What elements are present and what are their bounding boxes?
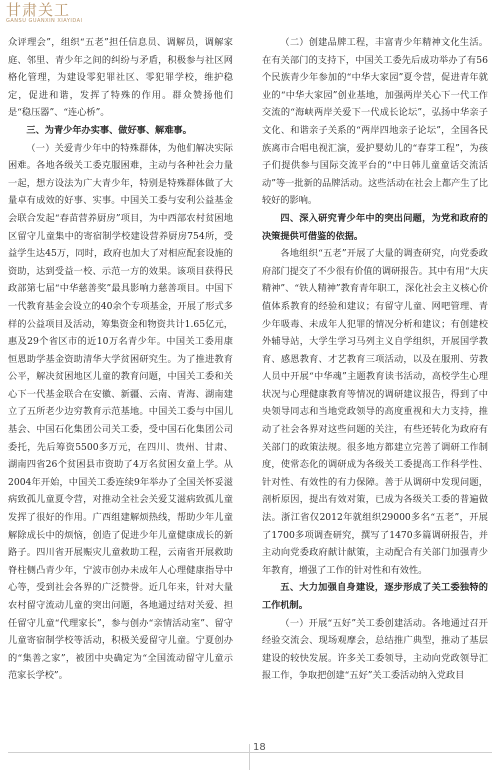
footer-divider: [249, 744, 250, 770]
logo-title: 甘肃关工: [6, 1, 71, 19]
logo-subtitle: GANSU GUANXIN XIAYIDAI: [6, 18, 83, 24]
left-column: [8, 34, 233, 685]
paragraph-research: 各地组织“五老”开展了大量的调查研究，向党委政府部门提交了不少很有价值的调研报告。其中有用“大庆精神”、“铁人精神”教育青年职工，深化社会主义核心价值体系教育的经验和建议；有留守儿童、网吧管理、青少年吸毒、未成年人犯罪的情况分析和建议；有创建校外辅导站，大学生学习马列主义自学组织，开展国学教育、感恩教育、才艺教育三项活动，以及在服刑、劳教人员中开展“中华魂”主题教育读书活动，高校学生心理状况与心理健康教育等情况的调研建议报告，得到了中央领导同志和当地党政领导的高度重视和大力支持，推动了社会各界对这些问题的关注，有些还转化为政府有关部门的政策法规。很多地方都建立完善了调研工作制度，使常态化的调研成为各级关工委提高工作科学性、针对性、有效性的有力保障。善于从调研中发现问题，剖析原因，提出有效对策，已成为各级关工委的普遍做法。浙江省仅2012年就组织29000多名“五老”，开展了1700多项调查研究，撰写了1470多篇调研报告，并主动向党委政府献计献策，主动配合有关部门加强青少年教育，增强了工作的针对性和有效性。: [262, 248, 488, 576]
footer-rule: [8, 752, 492, 753]
paragraph-special-groups: （一）关爱青少年中的特殊群体，为他们解决实际困难。各地各级关工委克服困难，主动与各种社会力量一起，想方设法为广大青少年，特别是特殊群体做了大量卓有成效的好事、实事。中国关工委与安利公益基金会联合发起“春苗营养厨房”项目，为中西部农村贫困地区留守儿童集中的寄宿制学校建设营养厨房754所，受益学生达45万，同时，政府也加大了对相应配套设施的资助，达到受益一校、示范一方的效果。该项目获得民政部第七届“中华慈善奖”最具影响力慈善项目。中国下一代教育基金会设立的40余个专项基金，开展了形式多样的公益项目及活动，筹集资金和物资共计1.65亿元，惠及29个省区市的近10万名青少年。中国关工委用康恒恩助学基金资助清华大学贫困研究生。为了推进教育公平，解决贫困地区儿童的教育问题，中国关工委和关心下一代基金联合在安徽、新疆、云南、青海、湖南建立了五所老少边穷教育示范基地。中国关工委与中国儿基会、中国石化集团公司关工委，受中国石化集团公司委托，先后筹资5500多万元，在四川、贵州、甘肃、湖南四省26个贫困县市资助了4万名贫困女童上学。从2004年开始，中国关工委连续9年举办了全国关怀妥滋病致孤儿童夏令营，对推动全社会关爱艾滋病致孤儿童发挥了很好的作用。广西组建解烦热线，帮助少年儿童解除成长中的烦恼，创造了促进少年儿童健康成长的新路子。四川省开展赈灾儿童救助工程，云南省开展救助脊柱侧凸青少年，宁波市创办未成年人心理健康指导中心等，受到社会各界的广泛赞誉。近几年来，针对大量农村留守流动儿童的突出问题，各地通过结对关爱、担任留守儿童“代理家长”，参与创办“亲情活动室”、留守儿童寄宿制学校等活动，积极关爱留守儿童。宁夏创办的“集善之家”，被团中央确定为“全国流动留守儿童示范家长学校”。: [8, 142, 233, 682]
paragraph-five-good: （一）开展“五好”关工委创建活动。各地通过召开经验交流会、现场观摩会，总结推广典型，推动了基层建设的较快发展。许多关工委领导，主动向党政领导汇报工作，争取把创建“五好”关工委活动纳入党政目: [262, 617, 488, 682]
paragraph-brand-projects: （二）创建品牌工程，丰富青少年精神文化生活。在有关部门的支持下，中国关工委先后成功举办了有56个民族青少年参加的“中华大家园”夏令营，促进青年就业的“中华大家园”创业基地，加强两岸关心下一代工作交流的“海峡两岸关爱下一代成长论坛”，弘扬中华亲子文化、和谐亲子关系的“两岸四地亲子论坛”，全国各民族离市合唱电视汇演，爱护婴幼儿的“春芽工程”，为孩子们提供参与国际交流平台的“中日韩儿童童话交流活动”等一批新的品牌活动。这些活动在社会上都产生了比较好的影响。: [262, 37, 488, 207]
right-column: [262, 34, 488, 685]
page-number: 18: [253, 742, 266, 753]
section-heading-3: 三、为青少年办实事、做好事、解难事。: [26, 124, 192, 136]
magazine-logo: [6, 2, 126, 30]
section-heading-4: 四、深入研究青少年中的突出问题，为党和政府的决策提供可借鉴的依据。: [262, 212, 488, 242]
section-heading-5: 五、大力加强自身建设，逐步形成了关工委独特的工作机制。: [262, 582, 488, 611]
paragraph-continued: 众评理会”，组织“五老”担任信息员、调解员，调解家庭、邻里、青少年之间的纠纷与矛盾，积极参与社区网格化管理，为建设零犯罪社区、零犯罪学校，维护稳定，促进和谐，发挥了特殊的作用。群众赞扬他们是“稳压器”、“连心桥”。: [8, 37, 233, 119]
